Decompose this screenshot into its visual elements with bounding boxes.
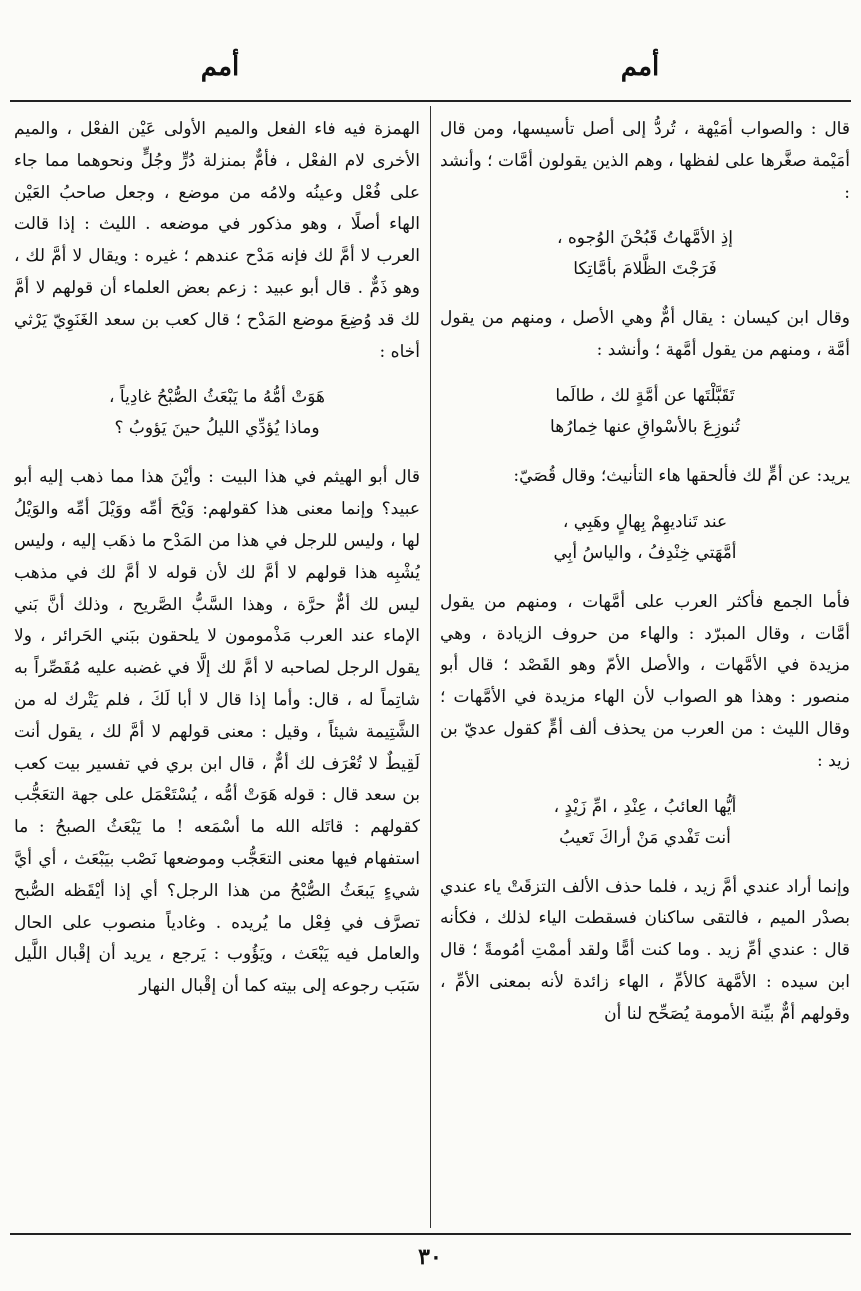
left-verse-1 [14,382,420,444]
left-paragraph-1: الهمزة فيه فاء الفعل والميم الأولى عَيْن الفعْل ، والميم الأخرى لام الفعْل ، فأمٌّ بمنزلة دُرٍّ وجُلٍّ ونحوهما مما جاء على فُعْل وعينُه ولامُه من موضع ، وجعل صاحبُ العَيْن الهاء أصلًا ، وهو مذكور في موضعه . الليث : إذا قالت العرب لا أمَّ لك فإنه مَدْح عندهم ؛ غيره : ويقال لا أمَّ لك ، وهو ذَمٌّ . قال أبو عبيد : زعم بعض العلماء أن قولهم لا أمَّ لك قد وُضِعَ موضع المَدْح ؛ قال كعب بن سعد الغَنَوِيّ يَرْثي أخاه : [14,119,420,362]
top-rule [10,100,851,102]
right-verse-4 [440,792,850,854]
verse-line: أيُّها العائبُ ، عِنْدِ ، امِّ زَيْدٍ ، [553,796,737,817]
left-column [14,114,420,1226]
right-paragraph-4: فأما الجمع فأكثر العرب على أمَّهات ، ومنهم من يقول أمَّات ، وقال المبرّد : والهاء من حروف الزيادة ، وهي مزيدة في الأمَّهات ، والأصل الأمّ وهو القَصْد ؛ قال أبو منصور : وهذا هو الصواب لأن الهاء مزيدة في الأمَّهات ؛ وقال الليث : من العرب من يحذف ألف أمٍّ كقول عديّ بن زيد : [440,591,850,771]
verse-line: وماذا يُؤدِّي الليلُ حينَ يَؤوبُ ؟ [114,418,320,439]
right-paragraph-5: وإنما أراد عندي أمَّ زيد ، فلما حذف الألف التزقَتْ ياء عندي بصدْر الميم ، فالتقى ساكنان فسقطت الياء لذلك ، فكأنه قال : عندي أمِّ زيد . وما كنت أمًّا ولقد أممْتِ أمُومةً ؛ قال ابن سيده : الأمَّهة كالأمِّ ، الهاء زائدة لأنه بمعنى الأمِّ ، وقولهم أمٌّ بيِّنة الأمومة يُصَحِّح لنا أن [440,876,850,1024]
right-running-header: أمم [620,52,660,82]
verse-line: أنت تَفْدي مَنْ أراكَ تَعيبُ [559,827,731,848]
verse-line: عند تَناديهِمْ بِهالٍ وهَبِي ، [562,511,728,532]
verse-line: تَقَبَّلْتَها عن أمَّةٍ لك ، طالَما [555,385,735,406]
verse-line: إذِ الأمَّهاتُ قَبُحْنَ الوُجوه ، [557,228,733,249]
right-verse-3 [440,507,850,569]
left-running-header: أمم [200,52,240,82]
left-paragraph-2: قال أبو الهيثم في هذا البيت : وأيْنَ هذا مما ذهب إليه أبو عبيد؟ وإنما معنى هذا كقولهم: وَيْحَ أمِّه ووَيْلَ أمِّه والوَيْلُ لها ، وليس للرجل في هذا من المَدْح ما ذهَب إليه ، وليس يُشْبِه هذا قولهم لا أمَّ لك لأن قوله لا أمَّ لك في مذهب ليس لك أمٌّ حرَّة ، وهذا السَّبُّ الصَّريح ، وذلك أنَّ بَني الإماء عند العرب مَذْمومون لا يلحقون ببَني الحَرائر ، ولا يقول الرجل لصاحبه لا أمَّ لك إلَّا في غضبه عليه مُقَصِّراً به شاتِماً له ، قال: وأما إذا قال لا أبا لَكَ ، فلم يَتْرك له من الشَّتِيمة شيئاً ، وقيل : معنى قولهم لا أمَّ لك ، يقول أنت لَقِيطٌ لا تُعْرَف لك أمٌّ ، قال ابن بري في تفسير بيت كعب بن سعد قال : قوله هَوَتْ أمُّه ، يُسْتَعْمَل على جهة التعَجُّب كقولهم : قاتَله الله ما أسْمَعه ! ما يَبْعَثُ الصبحُ : ما استفهام فيها معنى التعَجُّب وموضعها نَصْب بيَبْعَث ، أي أيَّ شيءٍ يَبعَثُ الصُّبْحُ من هذا الرجل؟ أي إذا أيْقَظه الصُّبح تصرَّف في فِعْل ما يُريده . وغادياً منصوب على الحال والعامل فيه يَبْعَث ، ويَؤُوب : يَرجع ، يريد أن إقْبال اللَّيل سَبَب رجوعه إلى بيته كما أن إقْبال النهار [14,467,420,997]
right-verse-2 [440,381,850,443]
page-number: ٣٠ [418,1244,442,1270]
verse-line: هَوَتْ أمُّهُ ما يَبْعَثُ الصُّبْحُ غادِياً ، [109,387,325,408]
right-paragraph-3: يريد: عن أمٍّ لك فألحقها هاء التأنيث؛ وقال قُصَيّ: [513,465,850,486]
right-column [440,114,850,1226]
right-verse-1 [440,223,850,285]
verse-line: أمَّهَتي خِنْدِفُ ، والياسُ أبِي [553,542,737,563]
right-paragraph-1: قال : والصواب أمَيْهة ، تُردُّ إلى أصل تأسيسها، ومن قال أمَيْمة صغَّرها على لفظها ، وهم الذين يقولون أمَّات ؛ وأنشد : [440,119,850,203]
column-divider [430,106,431,1228]
bottom-rule [10,1233,851,1235]
verse-line: فَرَجْتَ الظَّلامَ بأمَّاتِكا [573,259,717,280]
verse-line: تُنوزِعَ بالأسْواقِ عنها خِمارُها [550,416,740,437]
right-paragraph-2: وقال ابن كيسان : يقال أمٌّ وهي الأصل ، ومنهم من يقول أمَّة ، ومنهم من يقول أمَّهة ؛ وأنشد : [440,308,850,361]
